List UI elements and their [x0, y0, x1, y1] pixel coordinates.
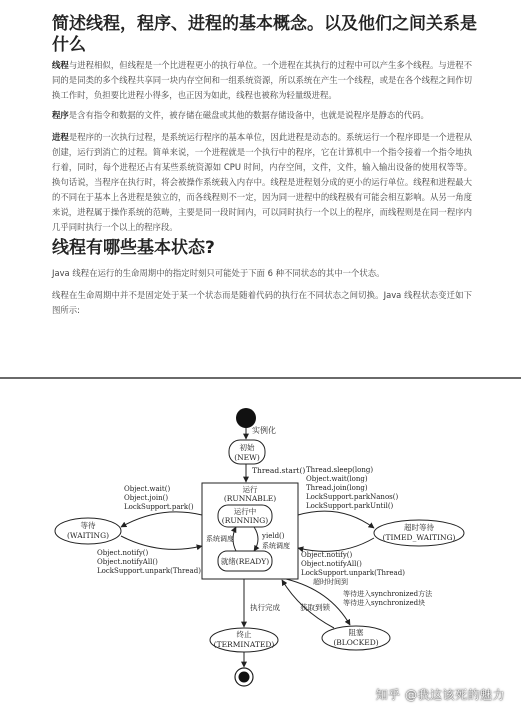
label-yield: yield()	[262, 532, 285, 540]
label-to-timed-5: LockSupport.parkUntil()	[306, 502, 394, 510]
label-to-wait-2: Object.join()	[124, 494, 169, 502]
paragraph-states-intro: Java 线程在运行的生命周期中的指定时刻只可能处于下面 6 种不同状态的其中一个状态。	[52, 268, 385, 278]
paragraph-program	[52, 108, 472, 123]
arrow-runnable-timed	[298, 511, 374, 528]
paragraph-thread	[52, 58, 472, 103]
start-node	[236, 408, 256, 428]
paragraph-thread-text: 与进程相似，但线程是一个比进程更小的执行单位。一个进程在其执行的过程中可以产生多个线程。与进程不同的是同类的多个线程共享同一块内存空间和一组系统资源，所以系统在产生一个线程，或是在各个线程之间作切换工作时，负担要比进程小得多，也正因为如此，线程也被称为轻量级进程。	[52, 60, 473, 100]
end-node	[239, 672, 250, 683]
label-sync-enter-2: 等待进入synchronized块	[343, 599, 426, 607]
label-from-timed-1: Object.notify()	[301, 551, 353, 559]
state-new-en: (NEW)	[234, 453, 260, 462]
label-to-timed-4: LockSupport.parkNanos()	[306, 493, 399, 501]
thread-state-svg	[0, 380, 521, 713]
label-from-wait-1: Object.notify()	[97, 549, 149, 557]
state-running-en: (RUNNING)	[221, 516, 269, 525]
state-timed-cn: 超时等待	[404, 523, 434, 532]
state-timed-en: (TIMED_WAITING)	[382, 533, 456, 542]
section-title-concepts: 简述线程，程序、进程的基本概念。以及他们之间关系是什么	[52, 14, 477, 55]
label-get-lock: 获取到锁	[300, 603, 330, 612]
state-runnable-cn: 运行	[242, 485, 258, 494]
paragraph-states-switch: 线程在生命周期中并不是固定处于某一个状态而是随着代码的执行在不同状态之间切换。Java 线程状态变迁如下图所示:	[52, 290, 472, 315]
label-to-timed-3: Thread.join(long)	[306, 484, 368, 492]
label-from-wait-2: Object.notifyAll()	[97, 558, 158, 566]
label-from-timed-2: Object.notifyAll()	[301, 560, 362, 568]
state-blocked-en: (BLOCKED)	[333, 638, 379, 647]
state-new-cn: 初始	[239, 443, 255, 452]
label-from-timed-3: LockSupport.unpark(Thread)	[301, 569, 405, 577]
thread-state-diagram	[0, 380, 521, 713]
term-thread: 线程	[52, 60, 69, 70]
label-from-wait-3: LockSupport.unpark(Thread)	[97, 567, 201, 575]
state-waiting-cn: 等待	[80, 521, 96, 530]
label-to-timed-2: Object.wait(long)	[306, 475, 368, 483]
label-sched-right: 系统调度	[262, 542, 290, 550]
arrow-runnable-waiting	[121, 512, 202, 527]
state-terminated-en: (TERMINATED)	[213, 640, 275, 649]
arrow-waiting-runnable	[121, 536, 202, 549]
paragraph-process-text: 是程序的一次执行过程，是系统运行程序的基本单位，因此进程是动态的。系统运行一个程序即是一个进程从创建，运行到消亡的过程。简单来说，一个进程就是一个执行中的程序，它在计算机中一个指令接着一个指令地执行着，同时，每个进程还占有某些系统资源如 CPU 时间，内存空间，文件，文件，输入输出设备的使用权等等。换句话说，当程序在执行时，将会被操作系统载入内存中。线程是进程划分成的更小的运行单位。线程和进程最大的不同在于基本上各进程是独立的，而各线程则不一定，因为同一进程中的线程极有可能会相互影响。从另一角度来说，进程属于操作系统的范畴，主要是同一段时间内，可以同时执行一个以上的程序，而线程则是在同一程序内几乎同时执行一个以上的程序段。	[52, 132, 473, 232]
state-waiting-en: (WAITING)	[66, 531, 110, 540]
label-from-timed-4: 超时时间到	[313, 578, 348, 586]
label-sync-enter-1: 等待进入synchronized方法	[343, 590, 433, 598]
label-to-wait-1: Object.wait()	[124, 485, 171, 493]
label-instantiate: 实例化	[252, 426, 276, 435]
arrow-timed-runnable	[298, 538, 374, 551]
term-process: 进程	[52, 132, 69, 142]
state-running-cn: 运行中	[233, 507, 257, 516]
image-divider	[0, 377, 521, 379]
label-to-timed-1: Thread.sleep(long)	[306, 466, 374, 474]
term-program: 程序	[52, 110, 69, 120]
paragraph-program-text: 是含有指令和数据的文件，被存储在磁盘或其他的数据存储设备中，也就是说程序是静态的代码。	[68, 110, 429, 120]
state-terminated-cn: 终止	[236, 630, 252, 639]
label-thread-start: Thread.start()	[252, 466, 306, 475]
state-runnable-en: (RUNNABLE)	[223, 494, 277, 503]
label-to-wait-3: LockSupport.park()	[124, 503, 194, 511]
label-sched-left: 系统调度	[206, 535, 234, 543]
state-ready-label: 就绪(READY)	[220, 557, 270, 566]
label-exec-done: 执行完成	[250, 603, 280, 612]
watermark-text: 知乎 @我这该死的魅力	[375, 688, 505, 702]
state-blocked-cn: 阻塞	[348, 628, 364, 637]
paragraph-process	[52, 130, 472, 235]
section-title-states: 线程有哪些基本状态?	[52, 238, 215, 258]
